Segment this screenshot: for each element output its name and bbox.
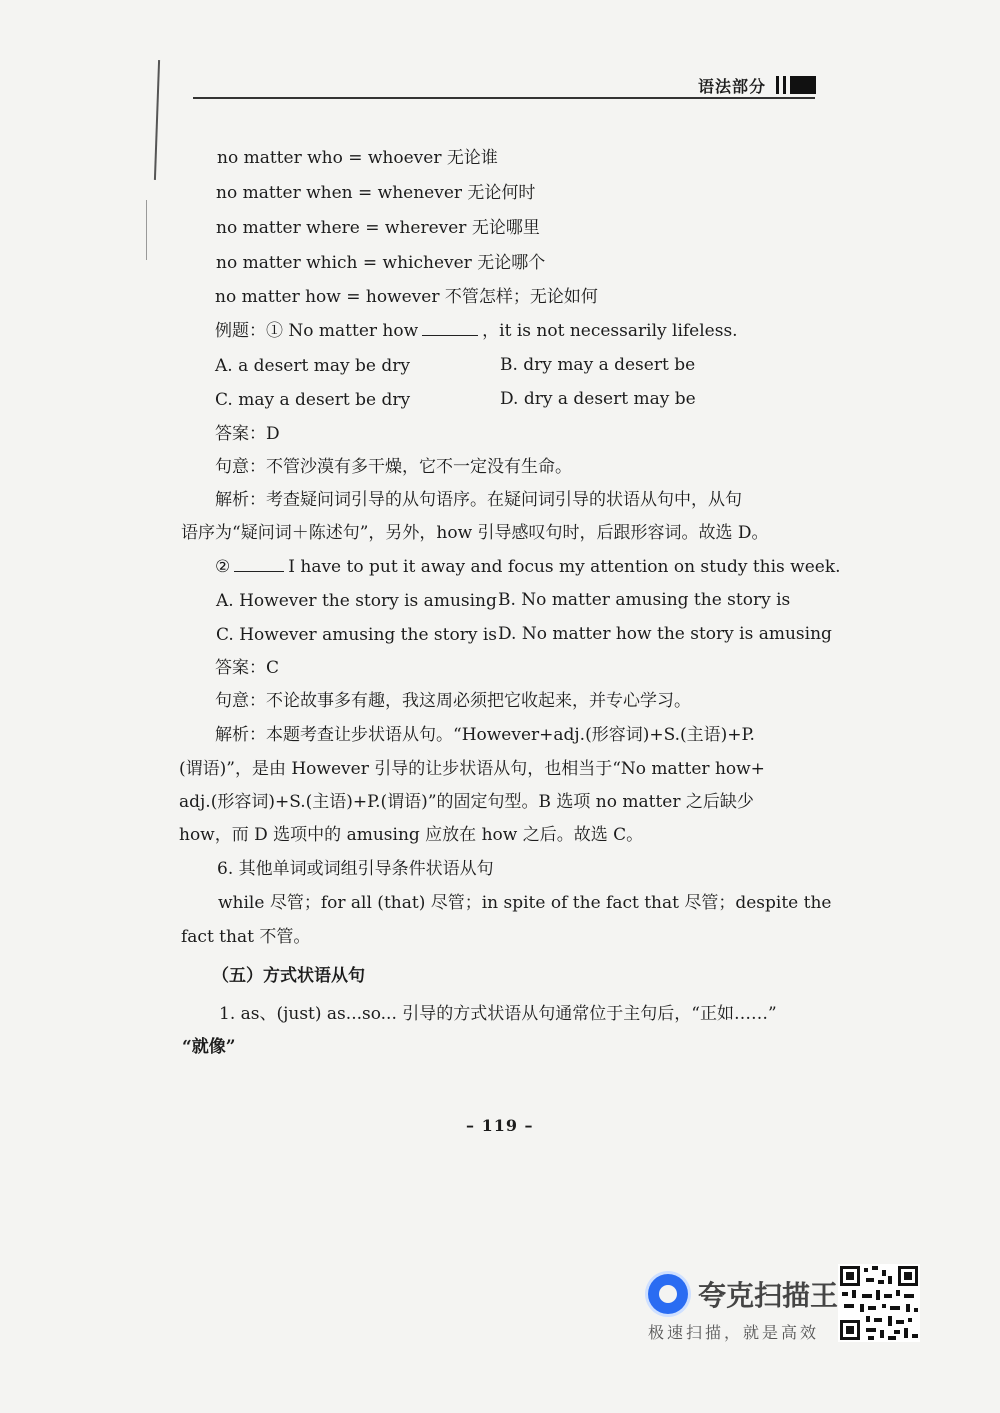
equivalent-line: no matter which = whichever 无论哪个 <box>216 253 546 273</box>
running-header: 语法部分 <box>698 77 767 96</box>
question-1-option-a: A. a desert may be dry <box>215 356 410 376</box>
margin-line <box>154 60 160 180</box>
question-1-option-d: D. dry a desert may be <box>500 389 696 409</box>
scanner-brand-name: 夸克扫描王 <box>698 1279 839 1312</box>
question-2-option-b: B. No matter amusing the story is <box>498 590 791 610</box>
equivalent-line: no matter who = whoever 无论谁 <box>217 148 498 168</box>
section-5-body: 1. as、(just) as...so... 引导的方式状语从句通常位于主句后，“正如……” <box>219 1004 777 1024</box>
section-5-heading: （五）方式状语从句 <box>212 966 365 986</box>
question-2-option-c: C. However amusing the story is <box>216 625 498 645</box>
question-1-analysis: 解析：考查疑问词引导的从句语序。在疑问词引导的状语从句中，从句 <box>215 490 742 510</box>
question-2-option-a: A. However the story is amusing <box>216 591 497 611</box>
question-2-analysis-cont: how，而 D 选项中的 amusing 应放在 how 之后。故选 C。 <box>179 825 644 845</box>
page-number: – 119 – <box>466 1116 534 1135</box>
section-6-body-cont: fact that 不管。 <box>181 927 311 947</box>
scanner-logo-icon <box>648 1274 688 1314</box>
header-rule <box>193 97 815 99</box>
question-1-answer: 答案：D <box>215 424 280 444</box>
scanner-slogan: 极速扫描，就是高效 <box>648 1323 820 1342</box>
equivalent-line: no matter when = whenever 无论何时 <box>216 183 536 203</box>
answer-blank <box>234 557 284 572</box>
equivalent-line: no matter how = however 不管怎样；无论如何 <box>215 287 598 307</box>
question-2-meaning: 句意：不论故事多有趣，我这周必须把它收起来，并专心学习。 <box>215 691 691 711</box>
question-2-number: ② <box>215 557 231 577</box>
question-2-analysis: 解析：本题考查让步状语从句。“However+adj.(形容词)+S.(主语)+P. <box>215 725 755 745</box>
question-1-stem-prefix: 例题：① No matter how <box>215 321 419 341</box>
section-6-heading: 6. 其他单词或词组引导条件状语从句 <box>217 859 494 879</box>
question-1-analysis-cont: 语序为“疑问词＋陈述句”，另外，how 引导感叹句时，后跟形容词。故选 D。 <box>181 523 769 543</box>
question-2-analysis-cont: adj.(形容词)+S.(主语)+P.(谓语)”的固定句型。B 选项 no matter 之后缺少 <box>179 792 754 812</box>
question-1-stem <box>215 320 738 342</box>
section-6-body: while 尽管；for all (that) 尽管；in spite of the fact that 尽管；despite the <box>218 893 832 913</box>
question-2-option-d: D. No matter how the story is amusing <box>498 624 832 644</box>
section-5-body-cont: “就像” <box>182 1037 236 1057</box>
question-1-option-b: B. dry may a desert be <box>500 355 696 375</box>
qr-code-icon <box>838 1264 920 1342</box>
question-2-answer: 答案：C <box>215 658 280 678</box>
question-1-meaning: 句意：不管沙漠有多干燥，它不一定没有生命。 <box>215 457 572 477</box>
question-2-analysis-cont: (谓语)”，是由 However 引导的让步状语从句，也相当于“No matter how+ <box>179 759 765 779</box>
question-1-stem-suffix: ，it is not necessarily lifeless. <box>482 321 738 341</box>
answer-blank <box>422 321 478 336</box>
question-2-stem <box>215 556 841 578</box>
question-1-option-c: C. may a desert be dry <box>215 390 411 410</box>
margin-line-lower <box>146 200 147 260</box>
question-2-stem-suffix: I have to put it away and focus my attention on study this week. <box>288 557 841 577</box>
equivalent-line: no matter where = wherever 无论哪里 <box>216 218 540 238</box>
